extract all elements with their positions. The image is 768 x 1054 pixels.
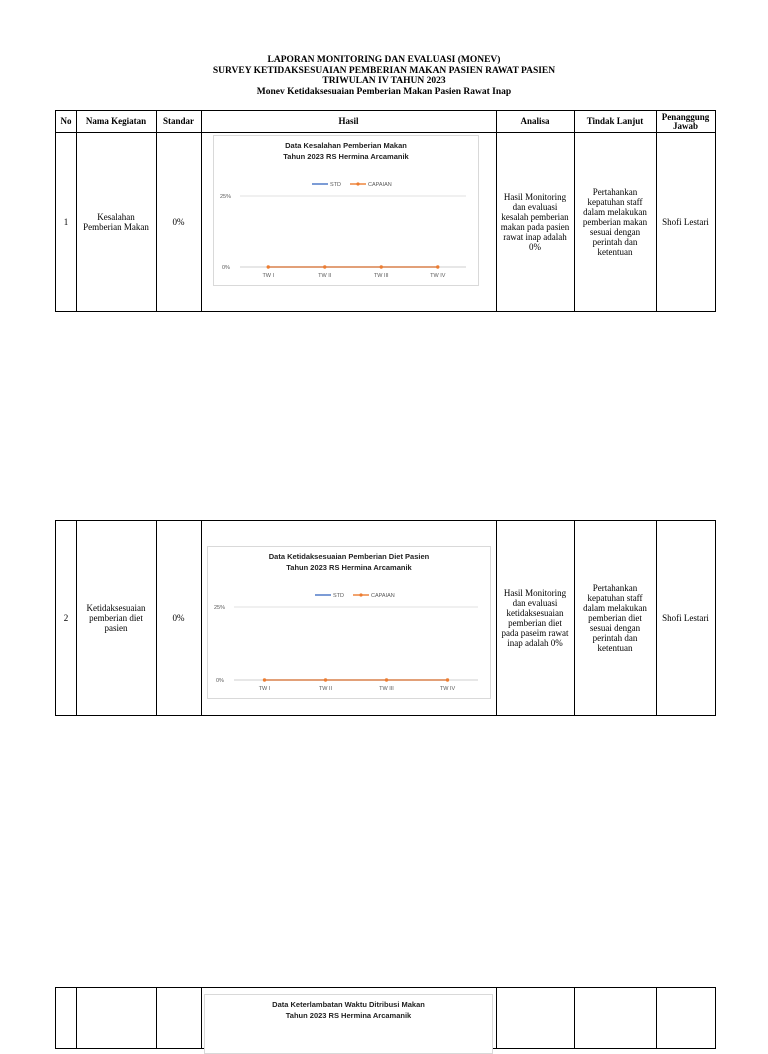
data-point-capaian xyxy=(323,265,326,268)
col-header-standar: Standar xyxy=(162,116,194,126)
row1-tindak-lanjut: Pertahankan kepatuhan staff dalam melakukan pemberian makan sesuai dengan perintah dan ketentuan xyxy=(582,187,648,257)
y-tick-label: 25% xyxy=(220,194,232,200)
row1-standar: 0% xyxy=(172,217,185,227)
row2-penanggung-jawab: Shofi Lestari xyxy=(662,613,709,623)
data-point-capaian xyxy=(436,265,439,268)
col-header-tindak-lanjut: Tindak Lanjut xyxy=(586,116,644,126)
chart-ketidaksesuaian-diet xyxy=(207,546,491,699)
row2-analisa: Hasil Monitoring dan evaluasi ketidaksesuaian pemberian diet pada paseim rawat inap adalah 0% xyxy=(501,588,569,648)
chart-subtitle: Tahun 2023 RS Hermina Arcamanik xyxy=(283,152,409,161)
col-header-analisa: Analisa xyxy=(520,116,550,126)
row2-standar: 0% xyxy=(172,613,185,623)
chart-svg xyxy=(205,995,492,1053)
chart-kesalahan-pemberian-makan xyxy=(213,135,479,286)
x-tick-label: TW III xyxy=(373,273,389,279)
chart-subtitle: Tahun 2023 RS Hermina Arcamanik xyxy=(286,563,412,572)
chart-title: Data Ketidaksesuaian Pemberian Diet Pasien xyxy=(268,552,430,561)
legend-label-capaian: CAPAIAN xyxy=(371,593,395,599)
data-point-capaian xyxy=(267,265,270,268)
col-header-hasil: Hasil xyxy=(338,116,359,126)
data-point-capaian xyxy=(263,678,266,681)
x-tick-label: TW II xyxy=(318,273,332,279)
row2-tindak-lanjut: Pertahankan kepatuhan staff dalam melakukan pemberian diet sesuai dengan perintah dan ketentuan xyxy=(583,583,647,653)
chart-title: Data Keterlambatan Waktu Ditribusi Makan xyxy=(272,1000,425,1009)
legend-label-capaian: CAPAIAN xyxy=(368,182,392,188)
x-tick-label: TW IV xyxy=(439,686,456,692)
legend-marker-capaian xyxy=(359,593,362,596)
data-point-capaian xyxy=(324,678,327,681)
row1-no: 1 xyxy=(63,217,69,227)
y-tick-label: 0% xyxy=(222,265,230,271)
y-tick-label: 0% xyxy=(216,678,224,684)
row2-nama-kegiatan: Ketidaksesuaian pemberian diet pasien xyxy=(86,603,146,633)
col-header-no: No xyxy=(60,116,72,126)
legend-label-std: STD xyxy=(333,593,344,599)
x-tick-label: TW II xyxy=(318,686,333,692)
row1-analisa: Hasil Monitoring dan evaluasi kesalah pemberian makan pada pasien rawat inap adalah 0% xyxy=(500,192,570,252)
x-tick-label: TW IV xyxy=(430,273,446,279)
report-title-line2: SURVEY KETIDAKSESUAIAN PEMBERIAN MAKAN PASIEN RAWAT PASIEN xyxy=(212,65,556,76)
chart-title: Data Kesalahan Pemberian Makan xyxy=(285,141,407,150)
data-point-capaian xyxy=(446,678,449,681)
col-header-nama-kegiatan: Nama Kegiatan xyxy=(85,116,147,126)
chart-svg xyxy=(208,547,490,698)
col-header-penanggung-jawab: Penanggung Jawab xyxy=(661,111,710,131)
report-title-line4: Monev Ketidaksesuaian Pemberian Makan Pasien Rawat Inap xyxy=(256,86,512,97)
x-tick-label: TW I xyxy=(258,686,271,692)
x-tick-label: TW III xyxy=(379,686,394,692)
row1-nama-kegiatan: Kesalahan Pemberian Makan xyxy=(83,212,149,232)
row2-no: 2 xyxy=(63,613,69,623)
data-point-capaian xyxy=(380,265,383,268)
legend-label-std: STD xyxy=(330,182,341,188)
y-tick-label: 25% xyxy=(214,605,226,611)
chart-subtitle: Tahun 2023 RS Hermina Arcamanik xyxy=(285,1011,412,1020)
x-tick-label: TW I xyxy=(262,273,275,279)
report-header xyxy=(0,55,768,97)
data-point-capaian xyxy=(385,678,388,681)
row1-penanggung-jawab: Shofi Lestari xyxy=(662,217,709,227)
report-title-line3: TRIWULAN IV TAHUN 2023 xyxy=(322,76,446,86)
legend-marker-capaian xyxy=(356,182,359,185)
chart-svg xyxy=(214,136,478,285)
report-title-line1: LAPORAN MONITORING DAN EVALUASI (MONEV) xyxy=(267,55,501,65)
chart-keterlambatan-distribusi xyxy=(204,994,493,1054)
